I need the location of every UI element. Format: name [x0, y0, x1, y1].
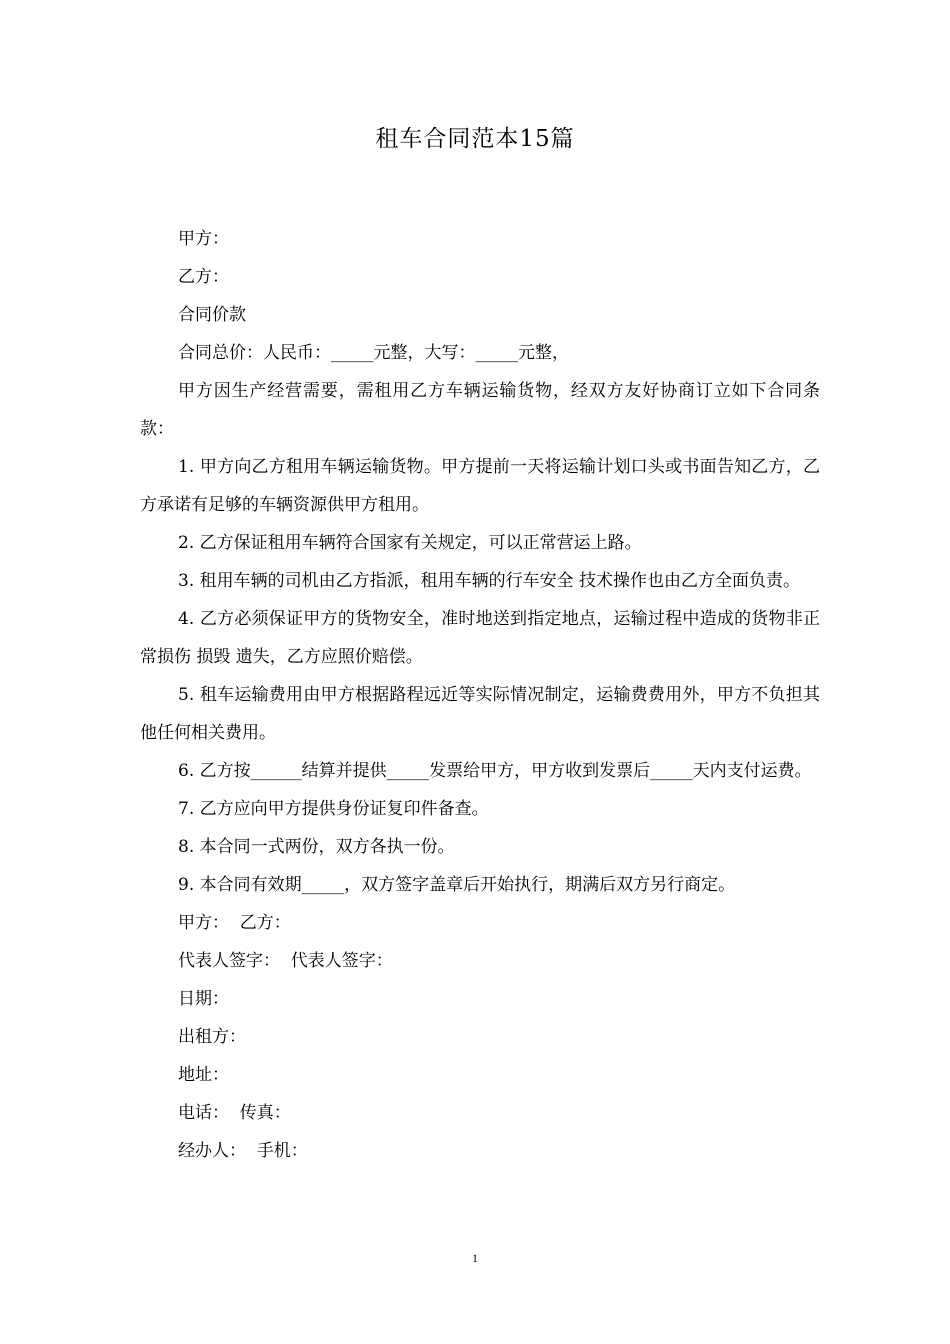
- clause-5: 5. 租车运输费用由甲方根据路程远近等实际情况制定，运输费费用外，甲方不负担其他任何相关费用。: [140, 685, 820, 743]
- clause-4: 4. 乙方必须保证甲方的货物安全，准时地送到指定地点，运输过程中造成的货物非正常损伤 损毁 遗失，乙方应照价赔偿。: [140, 609, 820, 667]
- signature-parties: 甲方： 乙方：: [178, 913, 291, 933]
- contract-total-price: 合同总价：人民币：_____元整，大写：_____元整，: [178, 343, 569, 363]
- contract-price-heading: 合同价款: [178, 305, 246, 325]
- clause-9: 9. 本合同有效期_____，双方签字盖章后开始执行，期满后双方另行商定。: [178, 875, 736, 895]
- party-a-line: 甲方：: [178, 229, 229, 249]
- party-b-line: 乙方：: [178, 267, 229, 287]
- lessor-line: 出租方：: [178, 1027, 246, 1047]
- clause-6: 6. 乙方按______结算并提供_____发票给甲方，甲方收到发票后_____天内支付运费。: [178, 761, 812, 781]
- phone-fax-line: 电话： 传真：: [178, 1103, 291, 1123]
- document-body: [140, 220, 820, 1170]
- contract-preamble: 甲方因生产经营需要，需租用乙方车辆运输货物，经双方友好协商订立如下合同条款：: [140, 381, 820, 439]
- clause-7: 7. 乙方应向甲方提供身份证复印件备查。: [178, 799, 489, 819]
- clause-8: 8. 本合同一式两份，双方各执一份。: [178, 837, 455, 857]
- document-title: 租车合同范本15篇: [375, 126, 575, 152]
- clause-1: 1. 甲方向乙方租用车辆运输货物。甲方提前一天将运输计划口头或书面告知乙方，乙方承诺有足够的车辆资源供甲方租用。: [140, 457, 820, 515]
- handler-mobile-line: 经办人： 手机：: [178, 1141, 308, 1161]
- clause-2: 2. 乙方保证租用车辆符合国家有关规定，可以正常营运上路。: [178, 533, 642, 553]
- address-line: 地址：: [178, 1065, 229, 1085]
- signature-date: 日期：: [178, 989, 229, 1009]
- page-number: 1: [472, 1251, 478, 1265]
- clause-3: 3. 租用车辆的司机由乙方指派，租用车辆的行车安全 技术操作也由乙方全面负责。: [178, 571, 801, 591]
- signature-representatives: 代表人签字： 代表人签字：: [178, 951, 393, 971]
